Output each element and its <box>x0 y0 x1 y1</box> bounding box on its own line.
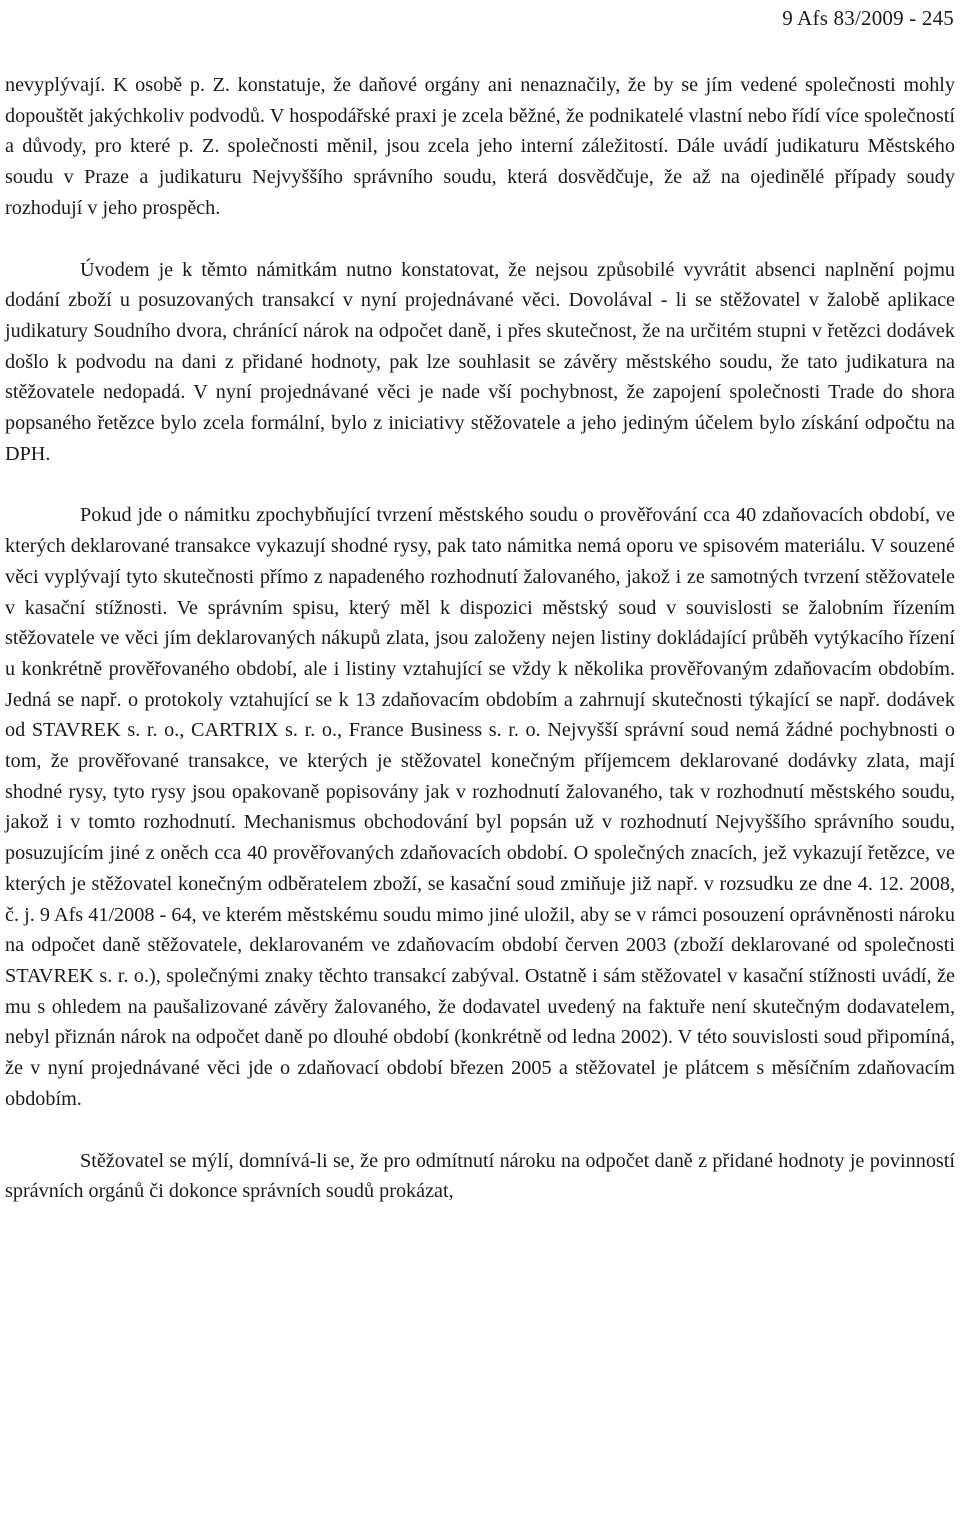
paragraph-gap <box>5 224 955 255</box>
paragraph-1: nevyplývají. K osobě p. Z. konstatuje, že daňové orgány ani nenaznačily, že by se jím vedené společnosti mohly dopouštět jakýchkoliv podvodů. V hospodářské praxi je zcela běžné, že podnikatelé vlastní nebo řídí více společností a důvody, pro které p. Z. společnosti měnil, jsou zcela jeho interní záležitostí. Dále uvádí judikaturu Městského soudu v Praze a judikaturu Nejvyššího správního soudu, která dosvědčuje, že až na ojedinělé případy soudy rozhodují v jeho prospěch. <box>5 74 955 219</box>
paragraph-2: Úvodem je k těmto námitkám nutno konstatovat, že nejsou způsobilé vyvrátit absenci naplnění pojmu dodání zboží u posuzovaných transakcí v nyní projednávané věci. Dovolával - li se stěžovatel v žalobě aplikace judikatury Soudního dvora, chránící nárok na odpočet daně, i přes skutečnost, že na určitém stupni v řetězci dodávek došlo k podvodu na dani z přidané hodnoty, pak lze souhlasit se závěry městského soudu, že tato judikatura na stěžovatele nedopadá. V nyní projednávané věci je nade vší pochybnost, že zapojení společnosti Trade do shora popsaného řetězce bylo zcela formální, bylo z iniciativy stěžovatele a jeho jediným účelem bylo získání odpočtu na DPH. <box>5 258 955 465</box>
paragraph-gap <box>5 469 955 500</box>
paragraph-4: Stěžovatel se mýlí, domnívá-li se, že pro odmítnutí nároku na odpočet daně z přidané hodnoty je povinností správních orgánů či dokonce správních soudů prokázat, <box>5 1149 955 1203</box>
page-header-case-number: 9 Afs 83/2009 - 245 <box>782 6 954 30</box>
paragraph-3: Pokud jde o námitku zpochybňující tvrzení městského soudu o prověřování cca 40 zdaňovacích období, ve kterých deklarované transakce vykazují shodné rysy, pak tato námitka nemá oporu ve spisovém materiálu. V souzené věci vyplývají tyto skutečnosti přímo z napadeného rozhodnutí žalovaného, jakož i ze samotných tvrzení stěžovatele v kasační stížnosti. Ve správním spisu, který měl k dispozici městský soud v souvislosti se žalobním řízením stěžovatele ve věci jím deklarovaných nákupů zlata, jsou založeny nejen listiny dokládající průběh vytýkacího řízení u konkrétně prověřovaného období, ale i listiny vztahující se vždy k několika prověřovaným zdaňovacím obdobím. Jedná se např. o protokoly vztahující se k 13 zdaňovacím obdobím a zahrnují skutečnosti týkající se např. dodávek od STAVREK s. r. o., CARTRIX s. r. o., France Business s. r. o. Nejvyšší správní soud nemá žádné pochybnosti o tom, že prověřované transakce, ve kterých je stěžovatel konečným příjemcem deklarované dodávky zlata, mají shodné rysy, tyto rysy jsou opakovaně popisovány jak v rozhodnutí žalovaného, tak v rozhodnutí městského soudu, jakož i v tomto rozhodnutí. Mechanismus obchodování byl popsán už v rozhodnutí Nejvyššího správního soudu, posuzujícím jiné z oněch cca 40 prověřovaných zdaňovacích období. O společných znacích, jež vykazují řetězce, ve kterých je stěžovatel konečným odběratelem zboží, se kasační soud zmiňuje již např. v rozsudku ze dne 4. 12. 2008, č. j. 9 Afs 41/2008 - 64, ve kterém městskému soudu mimo jiné uložil, aby se v rámci posouzení oprávněnosti nároku na odpočet daně stěžovatele, deklarovaném ve zdaňovacím období červen 2003 (zboží deklarované od společnosti STAVREK s. r. o.), společnými znaky těchto transakcí zabýval. Ostatně i sám stěžovatel v kasační stížnosti uvádí, že mu s ohledem na paušalizované závěry žalovaného, že dodavatel uvedený na faktuře není skutečným dodavatelem, nebyl přiznán nárok na odpočet daně po dlouhé období (konkrétně od ledna 2002). V této souvislosti soud připomíná, že v nyní projednávané věci jde o zdaňovací období březen 2005 a stěžovatel je plátcem s měsíčním zdaňovacím obdobím. <box>5 504 955 1110</box>
paragraph-gap <box>5 1115 955 1146</box>
document-body <box>5 70 955 1207</box>
